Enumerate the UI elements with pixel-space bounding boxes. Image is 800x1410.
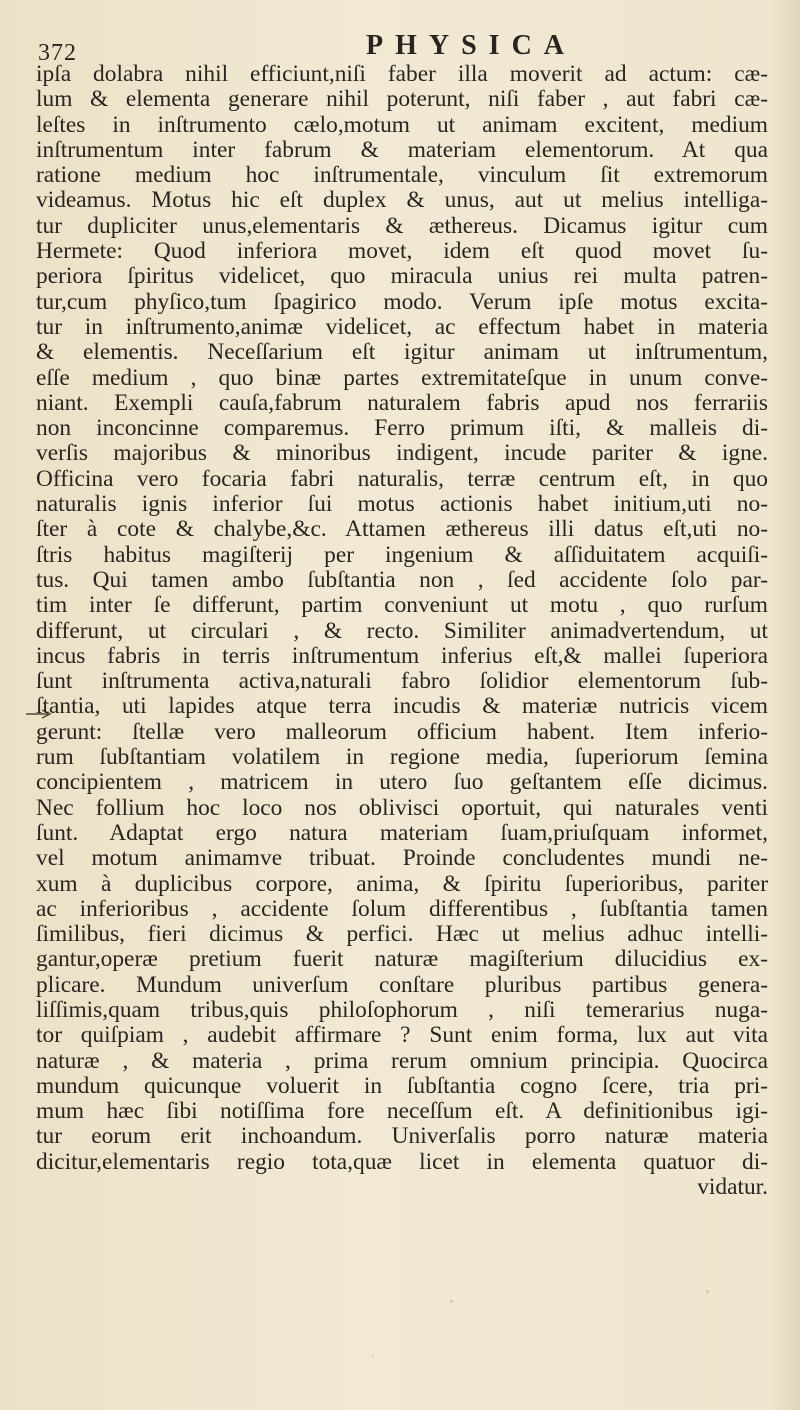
text-line: tur,cum phyſico,tum ſpagirico modo. Verum ipſe motus excita- (36, 289, 768, 315)
body-text (36, 62, 768, 1200)
text-line: ſimilibus, fieri dicimus & perfici. Hæc ut melius adhuc intelli- (36, 922, 768, 948)
text-line: lum & elementa generare nihil poterunt, niſi faber , aut fabri cæ- (36, 87, 768, 113)
running-head: PHYSICA (366, 30, 577, 61)
text-line: eſſe medium , quo binæ partes extremitateſque in unum conve- (36, 365, 768, 391)
text-line: xum à duplicibus corpore, anima, & ſpiritu ſuperioribus, pariter (36, 871, 768, 897)
text-line: ac inferioribus , accidente ſolum differentibus , ſubſtantia tamen (36, 896, 768, 922)
text-line: vel motum animamve tribuat. Proinde concludentes mundi ne- (36, 846, 768, 872)
text-line: ratione medium hoc inſtrumentale, vinculum ſit extremorum (36, 163, 768, 189)
text-line: ſter à cote & chalybe,&c. Attamen æthereus illi datus eſt,uti no- (36, 517, 768, 543)
text-line: liſſimis,quam tribus,quis philoſophorum , niſi temerarius nuga- (36, 997, 768, 1023)
text-line: & elementis. Neceſſarium eſt igitur animam ut inſtrumentum, (36, 340, 768, 366)
text-line: differunt, ut circulari , & recto. Similiter animadvertendum, ut (36, 618, 768, 644)
page-number: 372 (38, 40, 77, 66)
text-line: tur eorum erit inchoandum. Univerſalis porro naturæ materia (36, 1124, 768, 1150)
text-line: Nec follium hoc loco nos oblivisci oportuit, qui naturales venti (36, 795, 768, 821)
page-edge-shadow (770, 0, 800, 1410)
text-line: Officina vero focaria fabri naturalis, terræ centrum eſt, in quo (36, 466, 768, 492)
text-line: mundum quicunque voluerit in ſubſtantia cogno ſcere, tria pri- (36, 1073, 768, 1099)
text-line: Hermete: Quod inferiora movet, idem eſt quod movet ſu- (36, 239, 768, 265)
text-line: naturalis ignis inferior ſui motus actionis habet initium,uti no- (36, 492, 768, 518)
text-line: gerunt: ſtellæ vero malleorum officium habent. Item inferio- (36, 719, 768, 745)
text-line: ſtris habitus magiſterij per ingenium & aſſiduitatem acquiſi- (36, 542, 768, 568)
text-line: ſtantia, uti lapides atque terra incudis & materiæ nutricis vicem (36, 694, 768, 720)
text-line: ipſa dolabra nihil efficiunt,niſi faber illa moverit ad actum: cæ- (36, 62, 768, 87)
text-line: rum ſubſtantiam volatilem in regione media, ſuperiorum ſemina (36, 745, 768, 771)
text-line: dicitur,elementaris regio tota,quæ licet in elementa quatuor di- (36, 1149, 768, 1175)
text-line: ſunt. Adaptat ergo natura materiam ſuam,priuſquam informet, (36, 820, 768, 846)
text-line: concipientem , matricem in utero ſuo geſtantem eſſe dicimus. (36, 770, 768, 796)
text-line: verſis majoribus & minoribus indigent, incude pariter & igne. (36, 441, 768, 467)
text-line: tur in inſtrumento,animæ videlicet, ac effectum habet in materia (36, 314, 768, 340)
text-line: tim inter ſe differunt, partim conveniunt ut motu , quo rurſum (36, 593, 768, 619)
text-line: niant. Exempli cauſa,fabrum naturalem fabris apud nos ferrariis (36, 390, 768, 416)
text-line: gantur,operæ pretium fuerit naturæ magiſterium dilucidius ex- (36, 947, 768, 973)
text-line: inſtrumentum inter fabrum & materiam elementorum. At qua (36, 137, 768, 163)
text-line: naturæ , & materia , prima rerum omnium principia. Quocirca (36, 1048, 768, 1074)
text-line: tus. Qui tamen ambo ſubſtantia non , ſed accidente ſolo par- (36, 567, 768, 593)
catchword: vidatur. (697, 1175, 768, 1201)
text-line: ſunt inſtrumenta activa,naturali fabro ſolidior elementorum ſub- (36, 669, 768, 695)
text-line: leſtes in inſtrumento cælo,motum ut animam excitent, medium (36, 112, 768, 138)
text-line: videamus. Motus hic eſt duplex & unus, aut ut melius intelliga- (36, 188, 768, 214)
text-line: periora ſpiritus videlicet, quo miracula unius rei multa patren- (36, 264, 768, 290)
text-line: non inconcinne comparemus. Ferro primum iſti, & malleis di- (36, 416, 768, 442)
text-line: incus fabris in terris inſtrumentum inferius eſt,& mallei ſuperiora (36, 643, 768, 669)
text-line: tor quiſpiam , audebit affirmare ? Sunt enim forma, lux aut vita (36, 1023, 768, 1049)
text-line: plicare. Mundum univerſum conſtare pluribus partibus genera- (36, 972, 768, 998)
text-line: mum hæc ſibi notiſſima fore neceſſum eſt. A definitionibus igi- (36, 1099, 768, 1125)
text-line: tur dupliciter unus,elementaris & æthereus. Dicamus igitur cum (36, 213, 768, 239)
